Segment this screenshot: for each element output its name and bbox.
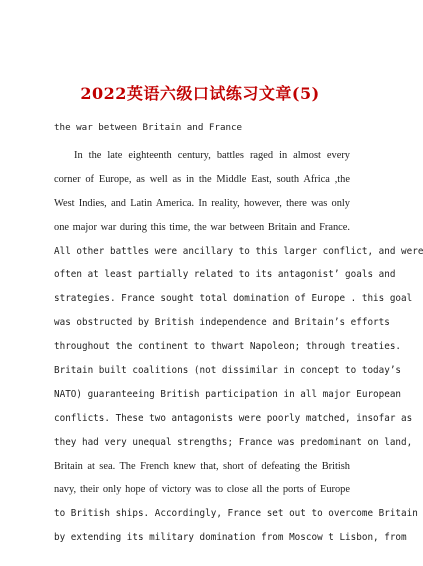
- paragraph-line: In the late eighteenth century, battles raged in almost every: [74, 150, 350, 161]
- paragraph-line: Britain built coalitions (not dissimilar in concept to today’s: [54, 365, 402, 377]
- paragraph-line: NATO) guaranteeing British participation in all major European: [54, 388, 402, 400]
- paragraph-line: All other battles were ancillary to this larger conflict, and were: [54, 245, 423, 257]
- paragraph-line: West Indies, and Latin America. In reality, however, there was only: [54, 197, 350, 209]
- paragraph-line: was obstructed by British independence and Britain’s efforts: [54, 317, 390, 329]
- paragraph-line: strategies. France sought total domination of Europe . this goal: [54, 293, 413, 305]
- page-title: 2022英语六级口试练习文章(5): [80, 84, 320, 103]
- paragraph-line: they had very unequal strengths; France was predominant on land,: [54, 436, 413, 448]
- paragraph-line: corner of Europe, as well as in the Middle East, south Africa ,the: [54, 173, 350, 185]
- paragraph-line: one major war during this time, the war between Britain and France.: [54, 221, 350, 233]
- article-subtitle: the war between Britain and France: [54, 122, 243, 133]
- article-body: [54, 144, 423, 550]
- paragraph-line: often at least partially related to its antagonist’ goals and: [54, 269, 396, 281]
- paragraph-line: conflicts. These two antagonists were poorly matched, insofar as: [54, 412, 413, 424]
- paragraph-line: by extending its military domination from Moscow t Lisbon, from: [54, 532, 407, 544]
- paragraph-line: to British ships. Accordingly, France set out to overcome Britain: [54, 508, 418, 520]
- paragraph-line: Britain at sea. The French knew that, short of defeating the British: [54, 460, 350, 472]
- paragraph-line: navy, their only hope of victory was to close all the ports of Europe: [54, 484, 350, 496]
- paragraph-line: throughout the continent to thwart Napoleon; through treaties.: [54, 341, 402, 353]
